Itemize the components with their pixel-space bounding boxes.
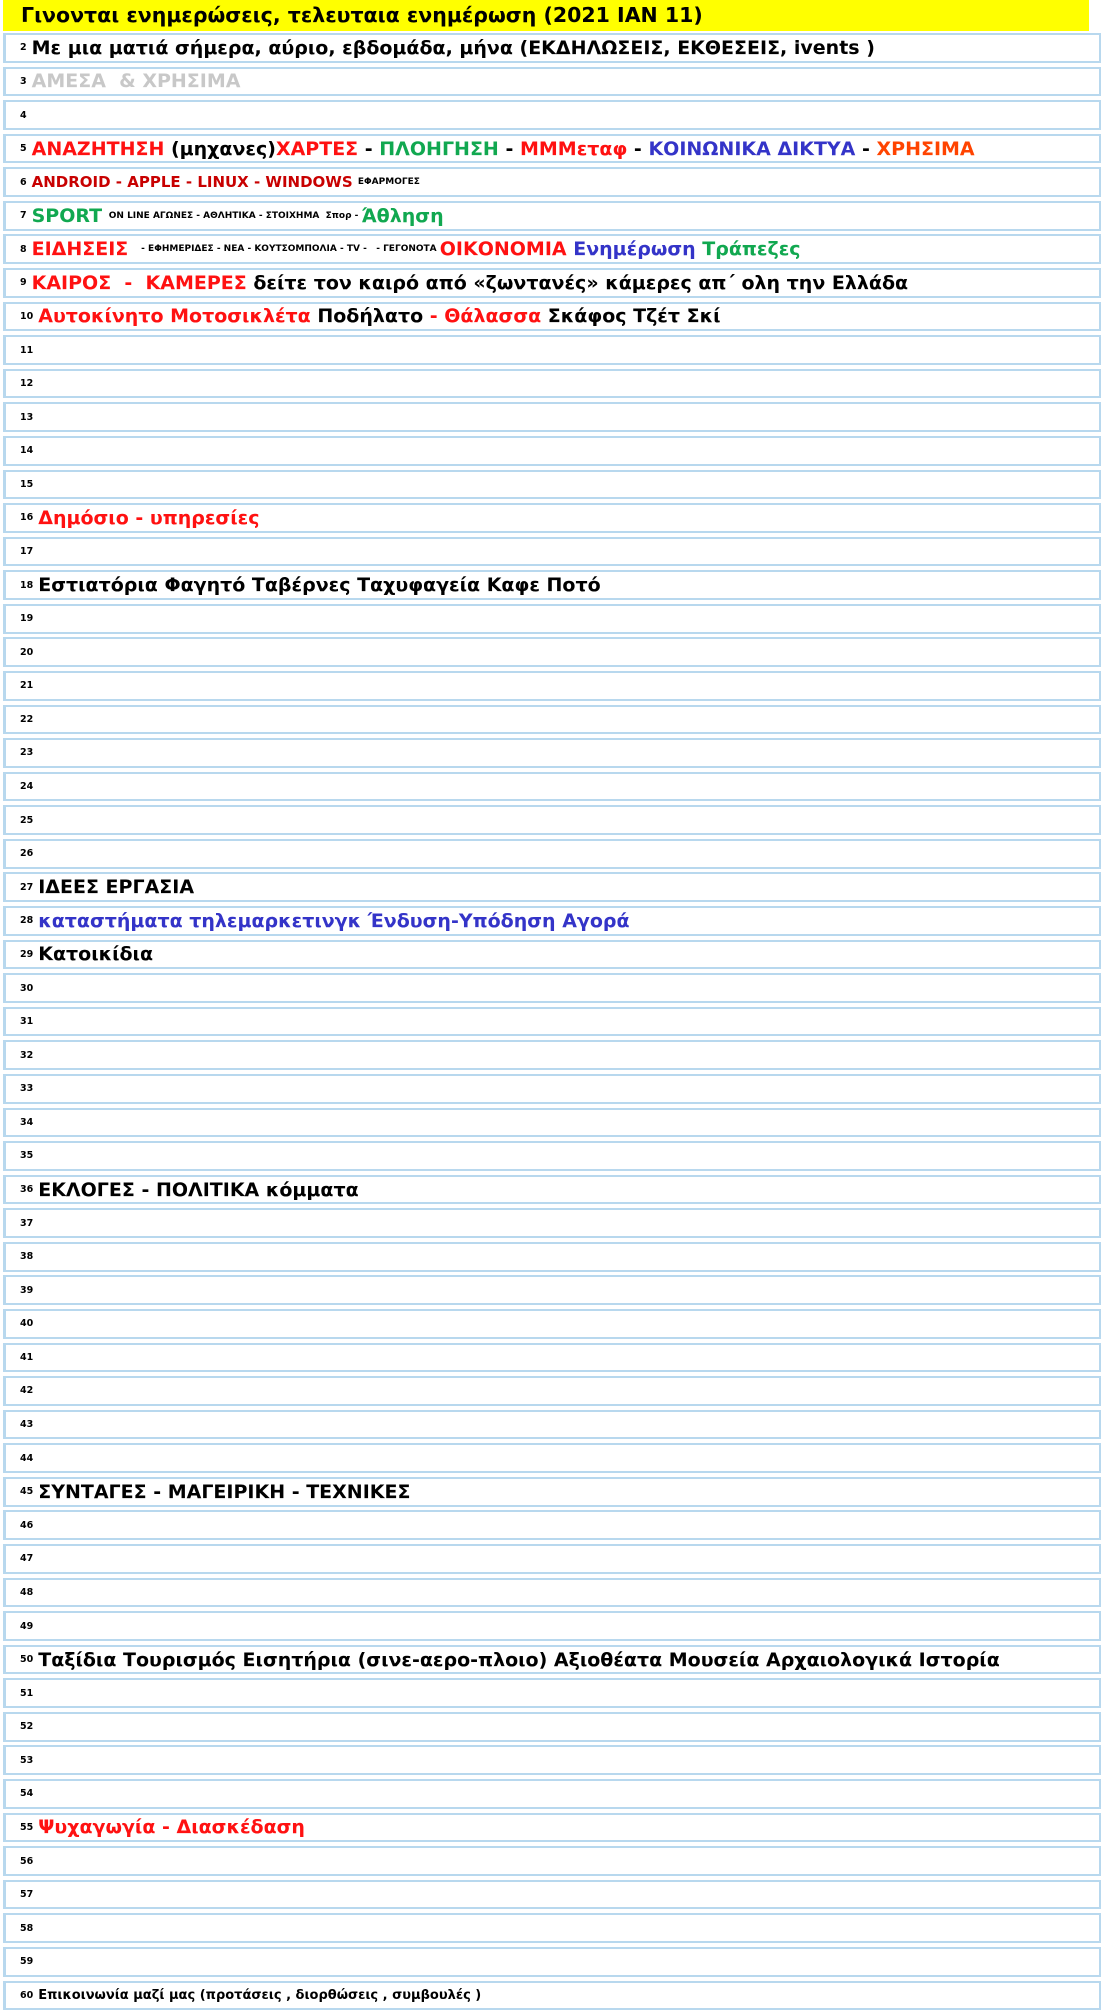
- list-row: [3, 1208, 1101, 1238]
- row-link-text[interactable]: ΚΑΙΡΟΣ - ΚΑΜΕΡΕΣ: [31, 271, 254, 294]
- list-row: [3, 1712, 1101, 1742]
- row-number: 13: [20, 411, 34, 423]
- row-number: 32: [20, 1049, 34, 1061]
- row-link-text[interactable]: ΜΜΜεταφ: [519, 137, 628, 160]
- row-number: 31: [20, 1016, 34, 1028]
- list-row[interactable]: [3, 1981, 1101, 2011]
- row-link-text[interactable]: ANDROID - APPLE - LINUX - WINDOWS: [31, 173, 358, 192]
- list-row: [3, 772, 1101, 802]
- list-row: [3, 637, 1101, 667]
- row-number: 38: [20, 1251, 34, 1263]
- row-number: 43: [20, 1419, 34, 1431]
- row-number: 36: [20, 1184, 34, 1195]
- row-link-text[interactable]: Ποδήλατο: [317, 305, 430, 328]
- row-number: 46: [20, 1519, 34, 1531]
- row-link-text[interactable]: Δημόσιο - υπηρεσίες: [38, 506, 260, 529]
- row-link-text[interactable]: ΑΜΕΣΑ & ΧΡΗΣΙΜΑ: [31, 70, 241, 93]
- list-row: [3, 604, 1101, 634]
- row-link-text[interactable]: ΟΙΚΟΝΟΜΙΑ: [439, 238, 574, 261]
- row-number: 50: [20, 1654, 34, 1666]
- row-number: 54: [20, 1788, 34, 1800]
- row-link-text[interactable]: Αυτοκίνητο Μοτοσικλέτα: [38, 305, 318, 328]
- row-link-text[interactable]: Τράπεζες: [702, 238, 801, 261]
- list-row: [3, 1040, 1101, 1070]
- row-number: 52: [20, 1721, 34, 1733]
- list-row: [3, 1443, 1101, 1473]
- row-number: 44: [20, 1452, 34, 1464]
- row-number: 59: [20, 1956, 34, 1968]
- row-link-text[interactable]: - ΕΦΗΜΕΡΙΔΕΣ - ΝΕΑ - ΚΟΥΤΣΟΜΠΟΛΙΑ - TV - - ΓΕΓΟΝΟΤΑ: [134, 244, 440, 255]
- row-link-text[interactable]: ΧΡΗΣΙΜΑ: [876, 137, 975, 160]
- row-link-text[interactable]: καταστήματα τηλεμαρκετινγκ Ένδυση-Υπόδηση Αγορά: [38, 909, 630, 932]
- list-row[interactable]: [3, 872, 1101, 902]
- row-link-text[interactable]: -: [358, 137, 380, 160]
- list-row: [3, 1745, 1101, 1775]
- list-row[interactable]: [3, 67, 1101, 97]
- row-number: 3: [20, 75, 27, 87]
- list-row[interactable]: [3, 1813, 1101, 1843]
- row-number: 24: [20, 781, 34, 793]
- row-number: 18: [20, 579, 34, 591]
- list-row[interactable]: [3, 234, 1101, 264]
- list-row[interactable]: [3, 167, 1101, 197]
- list-row: [3, 1141, 1101, 1171]
- list-row[interactable]: [3, 906, 1101, 936]
- row-link-text[interactable]: Επικοινωνία μαζί μας (προτάσεις , διορθώσεις , συμβουλές ): [38, 1987, 482, 2003]
- list-row: [3, 335, 1101, 365]
- row-link-text[interactable]: ΕΚΛΟΓΕΣ - ΠΟΛΙΤΙΚΑ κόμματα: [38, 1178, 359, 1201]
- row-number: 29: [20, 948, 34, 960]
- row-link-text[interactable]: Ψυχαγωγία - Διασκέδαση: [38, 1816, 305, 1839]
- list-row: [3, 1376, 1101, 1406]
- row-link-text[interactable]: SPORT: [31, 204, 109, 227]
- row-link-text[interactable]: Ταξίδια Τουρισμός Εισητήρια (σινε-αερο-πλοιο) Αξιοθέατα Μουσεία Αρχαιολογικά Ιστορία: [38, 1648, 1000, 1671]
- row-number: 14: [20, 445, 34, 457]
- list-row: [3, 1678, 1101, 1708]
- row-link-text[interactable]: - Θάλασσα: [429, 305, 548, 328]
- row-number: 20: [20, 646, 34, 658]
- row-link-text[interactable]: -: [627, 137, 649, 160]
- row-number: 30: [20, 982, 34, 994]
- row-number: 4: [20, 109, 27, 121]
- row-link-text[interactable]: Σκάφος Τζέτ Σκί: [547, 305, 721, 328]
- list-row: [3, 1007, 1101, 1037]
- list-row: [3, 1510, 1101, 1540]
- row-number: 6: [20, 176, 27, 188]
- list-row[interactable]: [3, 570, 1101, 600]
- list-row: [3, 1578, 1101, 1608]
- list-row: [3, 705, 1101, 735]
- row-number: 35: [20, 1150, 34, 1162]
- list-row: [3, 436, 1101, 466]
- row-number: 27: [20, 881, 34, 893]
- row-number: 33: [20, 1083, 34, 1095]
- row-number: 60: [20, 1989, 34, 2001]
- list-row[interactable]: [3, 1645, 1101, 1675]
- list-row: [3, 1275, 1101, 1305]
- row-number: 37: [20, 1217, 34, 1229]
- row-number: 26: [20, 848, 34, 860]
- page-title: Γινονται ενημερώσεις, τελευταια ενημέρωση (2021 ΙΑΝ 11): [3, 0, 1089, 31]
- list-row: [3, 1880, 1101, 1910]
- row-number: 51: [20, 1687, 34, 1699]
- list-row[interactable]: [3, 134, 1101, 164]
- link-list: [3, 33, 1104, 2014]
- row-number: 41: [20, 1351, 34, 1363]
- row-number: 47: [20, 1553, 34, 1565]
- row-number: 49: [20, 1620, 34, 1632]
- list-row[interactable]: [3, 1175, 1101, 1205]
- list-row[interactable]: [3, 503, 1101, 533]
- row-number: 58: [20, 1922, 34, 1934]
- list-row: [3, 738, 1101, 768]
- list-row: [3, 369, 1101, 399]
- row-number: 22: [20, 713, 34, 725]
- row-link-text[interactable]: (μηχανες): [170, 137, 276, 160]
- list-row: [3, 1309, 1101, 1339]
- list-row: [3, 1913, 1101, 1943]
- list-row[interactable]: [3, 940, 1101, 970]
- row-link-text[interactable]: ON LINE ΑΓΩΝΕΣ - ΑΘΛΗΤΙΚΑ - ΣΤΟΙΧΗΜΑ Σπορ -: [108, 210, 362, 221]
- row-number: 40: [20, 1318, 34, 1330]
- list-row: [3, 470, 1101, 500]
- list-row: [3, 1611, 1101, 1641]
- row-number: 5: [20, 143, 27, 155]
- list-row: [3, 1074, 1101, 1104]
- row-number: 53: [20, 1754, 34, 1766]
- list-row: [3, 1242, 1101, 1272]
- row-link-text[interactable]: Εστιατόρια Φαγητό Ταβέρνες Ταχυφαγεία Καφε Ποτό: [38, 574, 601, 597]
- row-link-text[interactable]: Κατοικίδια: [38, 943, 154, 966]
- list-row: [3, 671, 1101, 701]
- row-number: 28: [20, 915, 34, 927]
- list-row: [3, 402, 1101, 432]
- list-row: [3, 1947, 1101, 1977]
- list-row[interactable]: [3, 1477, 1101, 1507]
- row-number: 48: [20, 1586, 34, 1598]
- row-number: 10: [20, 310, 34, 322]
- list-row: [3, 1779, 1101, 1809]
- row-link-text[interactable]: δείτε τον καιρό από «ζωντανές» κάμερες απ΄ ολη την Ελλάδα: [253, 271, 909, 294]
- list-row: [3, 805, 1101, 835]
- row-link-text[interactable]: ΧΑΡΤΕΣ: [275, 137, 359, 160]
- list-row[interactable]: [3, 268, 1101, 298]
- row-number: 42: [20, 1385, 34, 1397]
- list-row: [3, 1343, 1101, 1373]
- list-row[interactable]: [3, 302, 1101, 332]
- row-number: 7: [20, 210, 27, 222]
- row-number: 21: [20, 680, 34, 692]
- row-link-text[interactable]: ΙΔΕΕΣ ΕΡΓΑΣΙΑ: [38, 876, 195, 899]
- row-link-text[interactable]: Με μια ματιά σήμερα, αύριο, εβδομάδα, μήνα (ΕΚΔΗΛΩΣΕΙΣ, ΕΚΘΕΣΕΙΣ, ivents ): [31, 36, 875, 59]
- row-number: 16: [20, 512, 34, 524]
- list-row: [3, 537, 1101, 567]
- list-row: [3, 1108, 1101, 1138]
- row-number: 45: [20, 1486, 34, 1498]
- row-number: 2: [20, 42, 27, 54]
- row-number: 9: [20, 277, 27, 289]
- list-row[interactable]: [3, 33, 1101, 63]
- row-number: 34: [20, 1116, 34, 1128]
- row-link-text[interactable]: ΚΟΙΝΩΝΙΚΑ ΔΙΚΤΥΑ: [648, 137, 856, 160]
- row-number: 25: [20, 814, 34, 826]
- row-link-text[interactable]: ΠΛΟΗΓΗΣΗ: [379, 137, 499, 160]
- list-row: [3, 1846, 1101, 1876]
- row-number: 17: [20, 546, 34, 558]
- row-number: 56: [20, 1855, 34, 1867]
- row-number: 11: [20, 344, 34, 356]
- row-link-text[interactable]: ΕΙΔΗΣΕΙΣ: [31, 238, 135, 261]
- list-row: [3, 1410, 1101, 1440]
- list-row: [3, 1544, 1101, 1574]
- list-row[interactable]: [3, 201, 1101, 231]
- row-number: 15: [20, 478, 34, 490]
- row-number: 55: [20, 1821, 34, 1833]
- list-row: [3, 100, 1101, 130]
- row-number: 39: [20, 1284, 34, 1296]
- list-row: [3, 839, 1101, 869]
- row-link-text[interactable]: ΑΝΑΖΗΤΗΣΗ: [31, 137, 171, 160]
- row-link-text[interactable]: -: [855, 137, 877, 160]
- row-number: 57: [20, 1889, 34, 1901]
- row-link-text[interactable]: -: [498, 137, 520, 160]
- row-number: 23: [20, 747, 34, 759]
- row-link-text[interactable]: Άθληση: [361, 204, 444, 227]
- row-link-text[interactable]: ΕΦΑΡΜΟΓΕΣ: [357, 177, 420, 188]
- row-link-text[interactable]: Ενημέρωση: [573, 238, 703, 261]
- row-link-text[interactable]: ΣΥΝΤΑΓΕΣ - ΜΑΓΕΙΡΙΚΗ - ΤΕΧΝΙΚΕΣ: [38, 1480, 411, 1503]
- row-number: 12: [20, 378, 34, 390]
- list-row: [3, 973, 1101, 1003]
- row-number: 8: [20, 243, 27, 255]
- row-number: 19: [20, 613, 34, 625]
